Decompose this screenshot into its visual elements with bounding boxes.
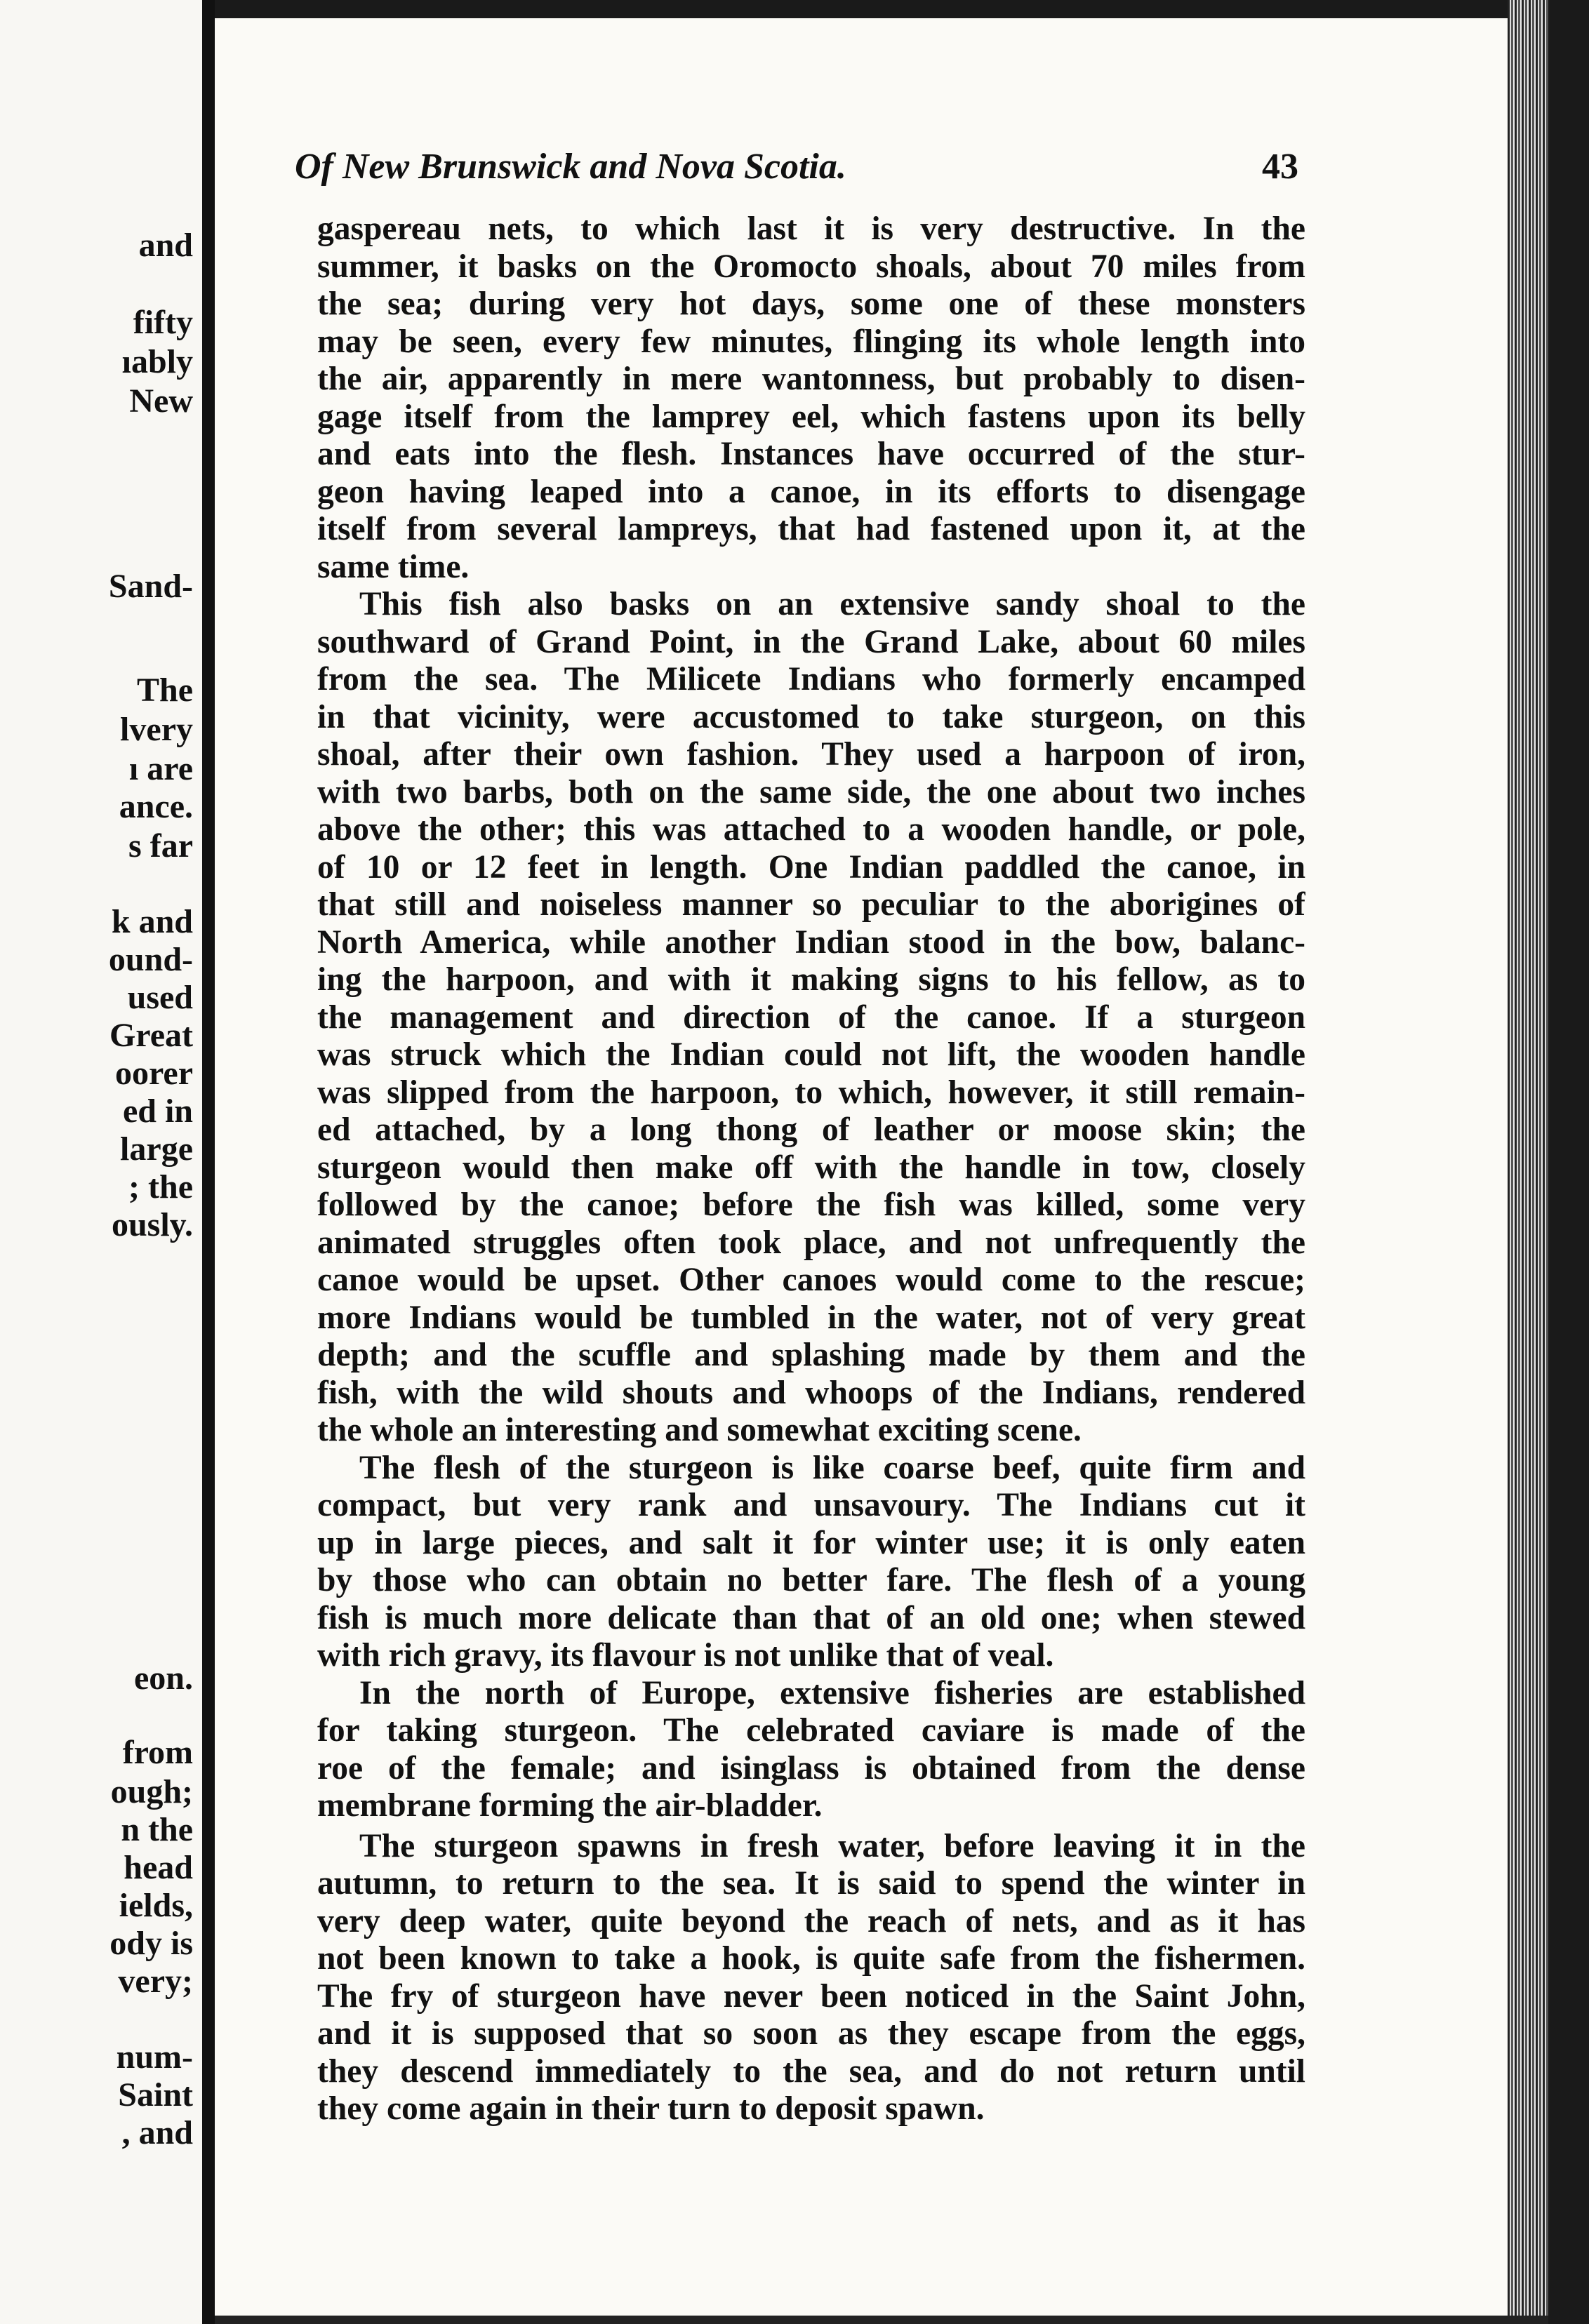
body-text (317, 211, 1305, 2128)
text-line: The fry of sturgeon have never been noticed in the Saint John, (317, 1977, 1305, 2015)
left-fragment: num- (116, 2038, 193, 2076)
page-bottom-edge (215, 2316, 1548, 2324)
running-title: Of New Brunswick and Nova Scotia. (295, 147, 846, 187)
text-line: above the other; this was attached to a wooden handle, or pole, (317, 811, 1305, 848)
text-line: followed by the canoe; before the fish was killed, some very (317, 1187, 1305, 1223)
left-fragment: Great (109, 1017, 193, 1054)
left-fragment: head (124, 1849, 193, 1886)
left-fragment: ough; (110, 1773, 193, 1810)
text-line: they come again in their turn to deposit spawn. (317, 2090, 985, 2127)
text-line: The sturgeon spawns in fresh water, before leaving it in the (359, 1827, 1305, 1864)
left-fragment: large (120, 1130, 193, 1168)
left-fragment: very; (118, 1963, 193, 2000)
text-line: ing the harpoon, and with it making signs to his fellow, as to (317, 961, 1305, 998)
left-fragment: ıably (121, 343, 193, 380)
left-fragment: eon. (134, 1659, 193, 1697)
text-line: of 10 or 12 feet in length. One Indian paddled the canoe, in (317, 848, 1305, 886)
text-line: and eats into the flesh. Instances have occurred of the stur- (317, 436, 1305, 472)
text-line: summer, it basks on the Oromocto shoals, about 70 miles from (317, 248, 1305, 285)
left-fragment: n the (121, 1811, 193, 1848)
text-line: shoal, after their own fashion. They used a harpoon of iron, (317, 736, 1305, 773)
left-fragment: and (138, 227, 193, 264)
left-fragment: Saint (118, 2076, 193, 2113)
left-fragment: ed in (122, 1093, 193, 1130)
left-fragment: The (136, 672, 193, 709)
text-line: canoe would be upset. Other canoes would come to the rescue; (317, 1262, 1305, 1298)
left-fragment: lvery (120, 711, 193, 748)
text-line: gage itself from the lamprey eel, which fastens upon its belly (317, 398, 1305, 435)
text-line: depth; and the scuffle and splashing made by them and the (317, 1337, 1305, 1373)
left-fragment: ody is (109, 1925, 193, 1962)
text-line: membrane forming the air-bladder. (317, 1787, 823, 1824)
page-top-edge (215, 0, 1548, 18)
text-line: animated struggles often took place, and not unfrequently the (317, 1224, 1305, 1261)
text-line: autumn, to return to the sea. It is said to spend the winter in (317, 1865, 1305, 1902)
text-line: same time. (317, 548, 470, 585)
left-fragment: used (127, 979, 193, 1016)
text-line: may be seen, every few minutes, flinging its whole length into (317, 323, 1305, 360)
left-fragment: ously. (111, 1206, 193, 1243)
text-line: compact, but very rank and unsavoury. The Indians cut it (317, 1487, 1305, 1523)
text-line: The flesh of the sturgeon is like coarse beef, quite firm and (359, 1449, 1305, 1486)
text-line: In the north of Europe, extensive fisheries are established (359, 1674, 1305, 1711)
left-fragment: oorer (114, 1055, 193, 1092)
text-line: fish is much more delicate than that of an old one; when stewed (317, 1599, 1305, 1636)
text-line: fish, with the wild shouts and whoops of the Indians, rendered (317, 1374, 1305, 1411)
text-line: the whole an interesting and somewhat exciting scene. (317, 1412, 1082, 1448)
left-fragment: k and (111, 903, 193, 940)
text-line: North America, while another Indian stood in the bow, balanc- (317, 923, 1305, 961)
text-line: southward of Grand Point, in the Grand Lake, about 60 miles (317, 623, 1305, 660)
text-line: ed attached, by a long thong of leather or moose skin; the (317, 1111, 1305, 1148)
text-line: with rich gravy, its flavour is not unlike that of veal. (317, 1637, 1054, 1674)
left-fragment: s far (128, 827, 193, 864)
text-line: very deep water, quite beyond the reach of nets, and as it has (317, 1902, 1305, 1939)
text-line: with two barbs, both on the same side, the one about two inches (317, 773, 1305, 810)
text-line: roe of the female; and isinglass is obtained from the dense (317, 1749, 1305, 1787)
text-line: This fish also basks on an extensive sandy shoal to the (359, 586, 1305, 622)
text-line: up in large pieces, and salt it for winter use; it is only eaten (317, 1524, 1305, 1561)
text-line: geon having leaped into a canoe, in its efforts to disengage (317, 473, 1305, 510)
text-line: that still and noiseless manner so peculiar to the aborigines of (317, 886, 1305, 923)
text-line: sturgeon would then make off with the handle in tow, closely (317, 1149, 1305, 1186)
text-line: the sea; during very hot days, some one of these monsters (317, 286, 1305, 322)
book-gutter (202, 0, 215, 2324)
text-line: they descend immediately to the sea, and do not return until (317, 2052, 1305, 2090)
text-line: for taking sturgeon. The celebrated caviare is made of the (317, 1712, 1305, 1749)
page-edges (1508, 0, 1548, 2324)
left-fragment: fifty (133, 304, 193, 341)
left-fragment: , and (121, 2114, 193, 2151)
left-page-edge (0, 0, 202, 2324)
text-line: in that vicinity, were accustomed to take sturgeon, on this (317, 698, 1305, 735)
left-fragment: ; the (128, 1168, 193, 1206)
text-line: gaspereau nets, to which last it is very destructive. In the (317, 211, 1305, 247)
text-line: from the sea. The Milicete Indians who formerly encamped (317, 661, 1305, 697)
text-line: by those who can obtain no better fare. The flesh of a young (317, 1562, 1305, 1598)
text-line: not been known to take a hook, is quite safe from the fishermen. (317, 1940, 1305, 1977)
running-header (295, 146, 1298, 195)
text-line: was slipped from the harpoon, to which, however, it still remain- (317, 1074, 1305, 1111)
text-line: the management and direction of the canoe. If a sturgeon (317, 999, 1305, 1036)
text-line: itself from several lampreys, that had fastened upon it, at the (317, 511, 1305, 547)
page-number: 43 (1262, 147, 1298, 187)
text-line: the air, apparently in mere wantonness, but probably to disen- (317, 361, 1305, 397)
left-fragment: New (129, 382, 193, 420)
text-line: more Indians would be tumbled in the water, not of very great (317, 1299, 1305, 1336)
left-fragment: from (122, 1734, 193, 1771)
text-line: was struck which the Indian could not lift, the wooden handle (317, 1036, 1305, 1073)
text-line: and it is supposed that so soon as they escape from the eggs, (317, 2015, 1305, 2052)
left-fragment: Sand- (108, 568, 193, 605)
left-fragment: ance. (119, 788, 193, 825)
left-fragment: ı are (128, 750, 193, 787)
left-fragment: ound- (108, 941, 193, 978)
left-fragment: ields, (119, 1887, 193, 1924)
